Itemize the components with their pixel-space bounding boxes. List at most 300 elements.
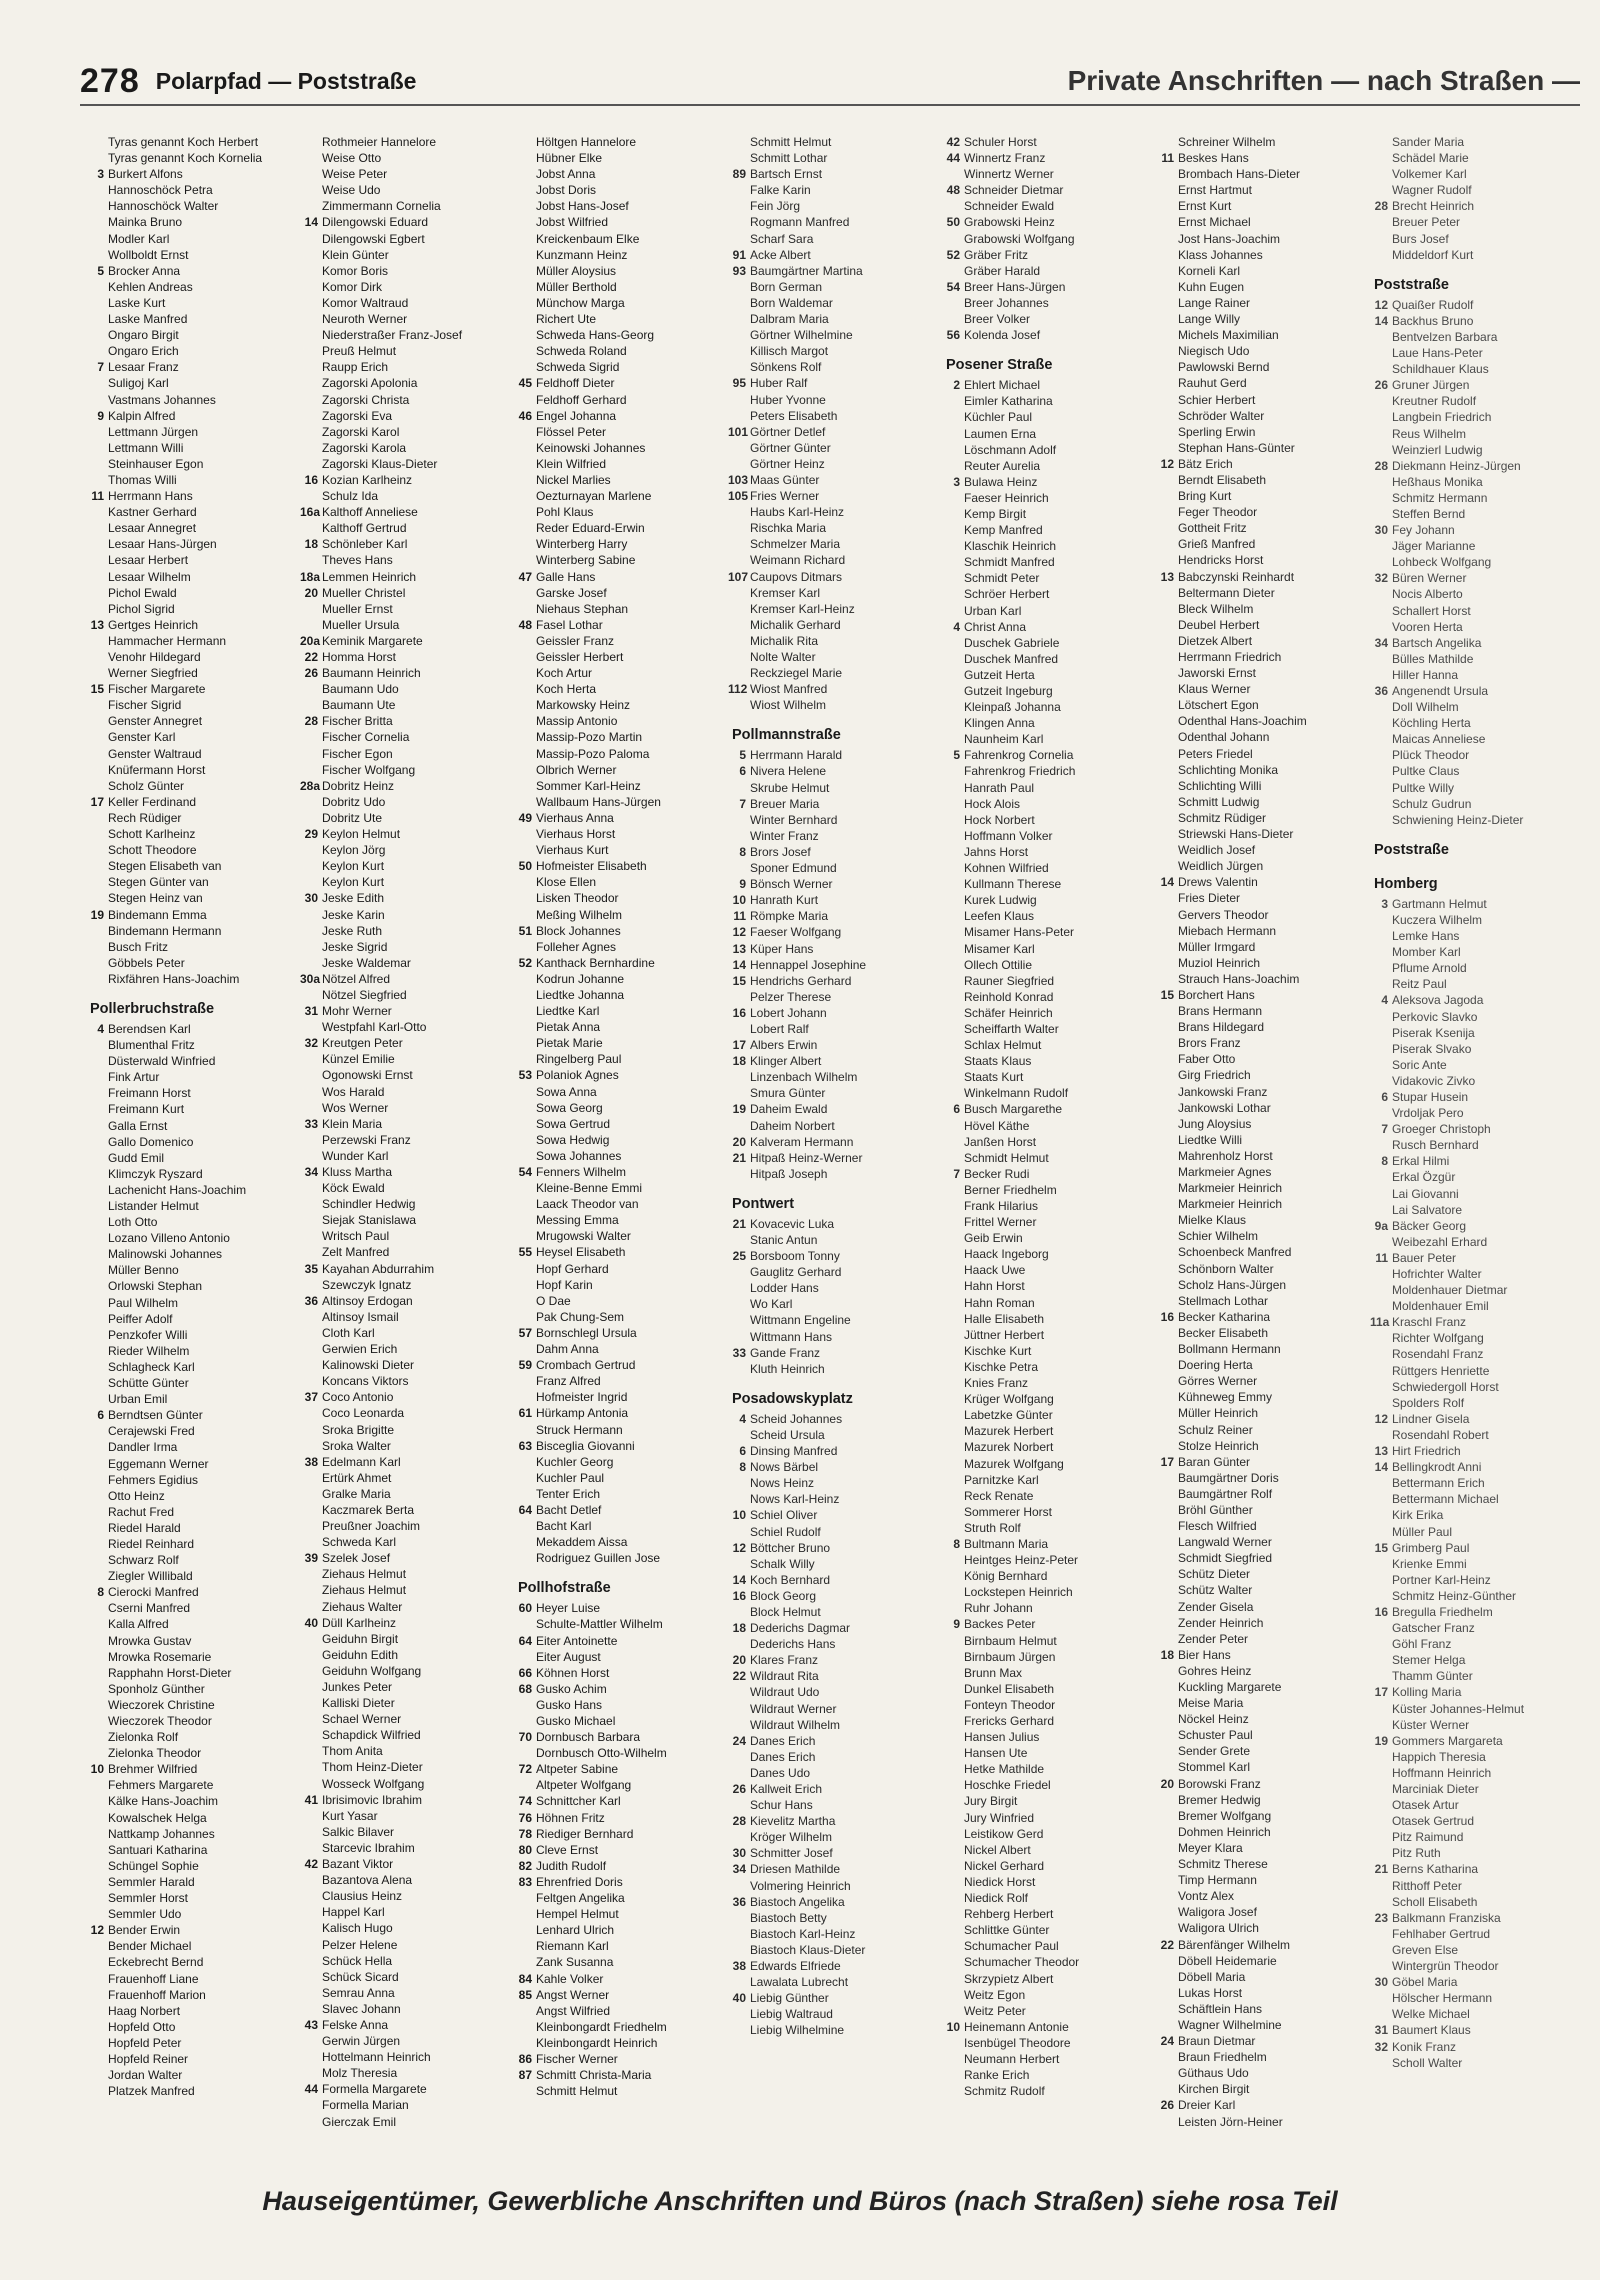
directory-column xyxy=(300,134,514,2164)
directory-entry xyxy=(514,182,728,198)
resident-name: Gervers Theodor xyxy=(1178,907,1269,922)
directory-entry xyxy=(1156,633,1370,649)
directory-entry xyxy=(942,1327,1156,1343)
directory-entry xyxy=(942,247,1156,263)
house-number: 2 xyxy=(953,378,960,393)
house-number: 18 xyxy=(732,1054,746,1069)
resident-name: Wos Werner xyxy=(322,1100,389,1115)
directory-entry xyxy=(86,1890,300,1906)
directory-entry xyxy=(1370,1878,1582,1894)
directory-entry xyxy=(1156,2049,1370,2065)
directory-entry xyxy=(514,472,728,488)
directory-entry xyxy=(1156,1100,1370,1116)
resident-name: Höltgen Hannelore xyxy=(536,135,637,149)
resident-name: Modler Karl xyxy=(108,231,170,246)
resident-name: Haag Norbert xyxy=(108,2003,181,2018)
directory-entry xyxy=(942,1713,1156,1729)
resident-name: Weibezahl Erhard xyxy=(1392,1234,1488,1249)
resident-name: Markmeier Heinrich xyxy=(1178,1181,1283,1196)
directory-entry xyxy=(1370,1153,1582,1169)
house-number: 36 xyxy=(732,1894,746,1909)
directory-entry xyxy=(1370,506,1582,522)
resident-name: Konik Franz xyxy=(1392,2039,1457,2054)
resident-name: Pak Chung-Sem xyxy=(536,1309,625,1324)
directory-entry xyxy=(86,1472,300,1488)
resident-name: Nöckel Heinz xyxy=(1178,1712,1249,1727)
directory-entry xyxy=(728,1264,942,1280)
house-number: 64 xyxy=(518,1633,532,1648)
resident-name: Scheid Ursula xyxy=(750,1427,825,1442)
resident-name: Rodriguez Guillen Jose xyxy=(536,1551,661,1566)
resident-name: Galla Ernst xyxy=(108,1118,168,1133)
resident-name: Brunn Max xyxy=(964,1665,1023,1680)
house-number: 10 xyxy=(732,1508,746,1523)
house-number: 24 xyxy=(1160,2034,1174,2049)
directory-entry xyxy=(514,1003,728,1019)
resident-name: Wildraut Udo xyxy=(750,1685,820,1700)
resident-name: Rüttgers Henriette xyxy=(1392,1363,1490,1378)
resident-name: Grabowski Wolfgang xyxy=(964,231,1075,246)
footer-note: Hauseigentümer, Gewerbliche Anschriften und Büros (nach Straßen) siehe rosa Teil xyxy=(262,2186,1338,2216)
resident-name: Bartsch Angelika xyxy=(1392,635,1482,650)
resident-name: Winnertz Franz xyxy=(964,151,1046,166)
directory-entry xyxy=(514,1922,728,1938)
resident-name: Momber Karl xyxy=(1392,945,1461,960)
directory-entry xyxy=(942,603,1156,619)
house-number: 17 xyxy=(1160,1454,1174,1469)
directory-entry xyxy=(728,295,942,311)
directory-entry xyxy=(1370,538,1582,554)
resident-name: Bätz Erich xyxy=(1178,456,1233,471)
directory-entry xyxy=(86,408,300,424)
resident-name: Wiost Manfred xyxy=(750,682,828,697)
house-number: 31 xyxy=(304,1004,318,1019)
directory-entry xyxy=(942,279,1156,295)
resident-name: Kalthoff Gertrud xyxy=(322,521,407,536)
directory-entry xyxy=(514,327,728,343)
resident-name: Krüger Wolfgang xyxy=(964,1392,1054,1407)
resident-name: Keller Ferdinand xyxy=(108,794,197,809)
resident-name: Klein Wilfried xyxy=(536,456,607,471)
resident-name: Kleinbongardt Friedhelm xyxy=(536,2019,667,2034)
resident-name: Schweda Karl xyxy=(322,1535,397,1550)
directory-entry xyxy=(300,874,514,890)
directory-entry xyxy=(514,536,728,552)
house-number: 35 xyxy=(304,1261,318,1276)
house-number: 3 xyxy=(953,474,960,489)
resident-name: Baumann Heinrich xyxy=(322,666,421,681)
directory-entry xyxy=(942,763,1156,779)
directory-entry xyxy=(942,586,1156,602)
directory-entry xyxy=(1156,392,1370,408)
directory-entry xyxy=(1370,1266,1582,1282)
directory-entry xyxy=(1156,955,1370,971)
resident-name: Eiter Antoinette xyxy=(536,1633,618,1648)
directory-entry xyxy=(86,569,300,585)
house-number: 61 xyxy=(518,1406,532,1421)
resident-name: Kohnen Wilfried xyxy=(964,861,1049,876)
directory-entry xyxy=(1156,472,1370,488)
directory-entry xyxy=(1370,1089,1582,1105)
directory-entry xyxy=(728,828,942,844)
directory-entry xyxy=(942,651,1156,667)
directory-entry xyxy=(1370,2039,1582,2055)
resident-name: Jost Hans-Joachim xyxy=(1178,231,1281,246)
resident-name: Hahn Horst xyxy=(964,1279,1025,1294)
directory-entry xyxy=(514,1665,728,1681)
directory-entry xyxy=(514,713,728,729)
resident-name: Görres Werner xyxy=(1178,1374,1258,1389)
directory-entry xyxy=(514,971,728,987)
directory-entry xyxy=(514,247,728,263)
street-heading: Pollerbruchstraße xyxy=(90,1000,215,1017)
directory-entry xyxy=(86,1552,300,1568)
directory-entry xyxy=(1156,1937,1370,1953)
resident-name: König Bernhard xyxy=(964,1569,1048,1584)
resident-name: Pelzer Helene xyxy=(322,1937,398,1952)
resident-name: Kraschl Franz xyxy=(1392,1315,1467,1330)
resident-name: Geib Erwin xyxy=(964,1231,1023,1246)
directory-entry xyxy=(942,892,1156,908)
directory-entry xyxy=(514,1954,728,1970)
resident-name: Komor Boris xyxy=(322,263,389,278)
directory-entry xyxy=(514,1502,728,1518)
directory-entry xyxy=(514,1212,728,1228)
directory-entry xyxy=(1370,1314,1582,1330)
resident-name: Lesaar Franz xyxy=(108,360,179,375)
resident-name: Jobst Hans-Josef xyxy=(536,199,629,214)
directory-entry xyxy=(514,504,728,520)
directory-entry xyxy=(300,778,514,794)
directory-entry xyxy=(300,923,514,939)
directory-entry xyxy=(942,747,1156,763)
house-number: 18 xyxy=(732,1621,746,1636)
resident-name: Caupovs Ditmars xyxy=(750,569,843,584)
directory-entry xyxy=(1370,1025,1582,1041)
directory-entry xyxy=(300,1277,514,1293)
house-number: 20a xyxy=(300,633,321,648)
directory-entry xyxy=(514,1051,728,1067)
directory-entry xyxy=(942,1391,1156,1407)
directory-entry xyxy=(1156,247,1370,263)
resident-name: Semmler Harald xyxy=(108,1874,195,1889)
directory-entry xyxy=(514,1100,728,1116)
directory-entry xyxy=(728,214,942,230)
resident-name: Mekaddem Aissa xyxy=(536,1535,628,1550)
directory-entry xyxy=(1370,247,1582,263)
directory-entry xyxy=(514,263,728,279)
resident-name: Schmitz Heinz-Günther xyxy=(1392,1588,1517,1603)
resident-name: Kuchler Paul xyxy=(536,1470,605,1485)
directory-entry xyxy=(86,214,300,230)
resident-name: Gertges Heinrich xyxy=(108,617,199,632)
resident-name: Volkemer Karl xyxy=(1392,167,1467,182)
resident-name: Mohr Werner xyxy=(322,1004,392,1019)
directory-entry xyxy=(728,1491,942,1507)
directory-entry xyxy=(300,279,514,295)
resident-name: Perzewski Franz xyxy=(322,1132,411,1147)
directory-entry xyxy=(1370,780,1582,796)
house-number: 21 xyxy=(732,1216,746,1231)
directory-entry xyxy=(300,1872,514,1888)
resident-name: Ritthoff Peter xyxy=(1392,1878,1462,1893)
resident-name: Lockstepen Heinrich xyxy=(964,1585,1073,1600)
resident-name: Dinsing Manfred xyxy=(750,1444,838,1459)
resident-name: Rothmeier Hannelore xyxy=(322,135,437,149)
resident-name: Bellingkrodt Anni xyxy=(1392,1460,1482,1475)
directory-entry xyxy=(86,150,300,166)
directory-entry xyxy=(514,359,728,375)
resident-name: Gallo Domenico xyxy=(108,1134,194,1149)
resident-name: Steinhauser Egon xyxy=(108,456,204,471)
resident-name: Winterberg Sabine xyxy=(536,553,636,568)
house-number: 33 xyxy=(304,1116,318,1131)
resident-name: Sponholz Günther xyxy=(108,1681,205,1696)
house-number: 18 xyxy=(1160,1647,1174,1662)
directory-entry xyxy=(300,1937,514,1953)
directory-entry xyxy=(514,1971,728,1987)
directory-entry xyxy=(86,890,300,906)
directory-entry xyxy=(1156,231,1370,247)
directory-entry xyxy=(514,1116,728,1132)
resident-name: Büren Werner xyxy=(1392,571,1467,586)
directory-entry xyxy=(728,1296,942,1312)
directory-entry xyxy=(300,633,514,649)
resident-name: Bregulla Friedhelm xyxy=(1392,1604,1493,1619)
resident-name: Thom Anita xyxy=(322,1744,383,1759)
resident-name: Geissler Franz xyxy=(536,633,615,648)
resident-name: Kehlen Andreas xyxy=(108,279,193,294)
resident-name: Wintergrün Theodor xyxy=(1392,1959,1499,1974)
directory-entry xyxy=(1370,1250,1582,1266)
directory-entry xyxy=(728,1813,942,1829)
directory-entry xyxy=(1370,1057,1582,1073)
resident-name: Lesaar Herbert xyxy=(108,553,189,568)
directory-entry xyxy=(1370,1829,1582,1845)
resident-name: Preußner Joachim xyxy=(322,1519,421,1534)
resident-name: Szewczyk Ignatz xyxy=(322,1277,412,1292)
directory-entry xyxy=(942,1488,1156,1504)
directory-entry xyxy=(514,1067,728,1083)
directory-entry xyxy=(1156,1566,1370,1582)
resident-name: Cerajewski Fred xyxy=(108,1424,195,1439)
house-number: 52 xyxy=(946,247,960,262)
directory-entry xyxy=(86,842,300,858)
directory-entry xyxy=(300,472,514,488)
resident-name: Schlichting Monika xyxy=(1178,762,1279,777)
resident-name: Jordan Walter xyxy=(108,2068,183,2083)
directory-entry xyxy=(300,697,514,713)
resident-name: Bentvelzen Barbara xyxy=(1392,329,1498,344)
resident-name: Schweda Sigrid xyxy=(536,360,620,375)
resident-name: Schreiner Wilhelm xyxy=(1178,135,1276,149)
directory-entry xyxy=(300,166,514,182)
directory-entry xyxy=(514,1309,728,1325)
directory-entry xyxy=(514,1470,728,1486)
resident-name: Bartsch Ernst xyxy=(750,167,823,182)
house-number: 11 xyxy=(1375,1250,1388,1265)
resident-name: Driesen Mathilde xyxy=(750,1862,841,1877)
resident-name: O Dae xyxy=(536,1293,571,1308)
directory-entry xyxy=(942,1568,1156,1584)
resident-name: Borchert Hans xyxy=(1178,987,1255,1002)
directory-entry xyxy=(728,1085,942,1101)
resident-name: Fonteyn Theodor xyxy=(964,1697,1056,1712)
directory-entry xyxy=(86,1327,300,1343)
directory-entry xyxy=(1156,166,1370,182)
resident-name: Daheim Norbert xyxy=(750,1118,835,1133)
resident-name: Moldenhauer Emil xyxy=(1392,1299,1489,1314)
house-number: 60 xyxy=(518,1601,532,1616)
resident-name: Hirt Friedrich xyxy=(1392,1444,1461,1459)
directory-entry xyxy=(86,1053,300,1069)
directory-entry xyxy=(942,812,1156,828)
directory-entry xyxy=(728,1166,942,1182)
directory-entry xyxy=(1156,1953,1370,1969)
resident-name: Gommers Margareta xyxy=(1392,1733,1503,1748)
resident-name: Bulawa Heinz xyxy=(964,474,1038,489)
resident-name: Platzek Manfred xyxy=(108,2084,195,2099)
directory-entry xyxy=(86,375,300,391)
directory-entry xyxy=(728,504,942,520)
resident-name: Niedick Horst xyxy=(964,1874,1036,1889)
resident-name: Schäfer Heinrich xyxy=(964,1005,1053,1020)
resident-name: Kreutner Rudolf xyxy=(1392,394,1477,409)
resident-name: Vontz Alex xyxy=(1178,1889,1235,1904)
resident-name: Haack Ingeborg xyxy=(964,1247,1049,1262)
resident-name: Gudd Emil xyxy=(108,1150,165,1165)
resident-name: Keminik Margarete xyxy=(322,633,423,648)
resident-name: Loth Otto xyxy=(108,1215,158,1230)
resident-name: Herrmann Harald xyxy=(750,748,843,763)
resident-name: Paul Wilhelm xyxy=(108,1295,179,1310)
resident-name: Genster Karl xyxy=(108,730,176,745)
resident-name: Hofmeister Ingrid xyxy=(536,1390,628,1405)
directory-entry xyxy=(942,393,1156,409)
resident-name: Altinsoy Ismail xyxy=(322,1309,399,1324)
directory-entry xyxy=(514,440,728,456)
directory-entry xyxy=(1370,1009,1582,1025)
directory-entry xyxy=(86,1391,300,1407)
resident-name: Wos Harald xyxy=(322,1084,385,1099)
directory-entry xyxy=(1156,1518,1370,1534)
house-number: 16 xyxy=(732,1588,746,1603)
directory-entry xyxy=(86,778,300,794)
resident-name: Block Helmut xyxy=(750,1604,821,1619)
directory-entry xyxy=(942,1616,1156,1632)
page-number: 278 xyxy=(80,61,140,100)
directory-entry xyxy=(86,1085,300,1101)
resident-name: Zagorski Klaus-Dieter xyxy=(322,456,438,471)
directory-entry xyxy=(1156,971,1370,987)
resident-name: Koch Artur xyxy=(536,666,593,681)
house-number: 12 xyxy=(732,1540,746,1555)
house-number: 13 xyxy=(1160,569,1174,584)
resident-name: Brombach Hans-Dieter xyxy=(1178,167,1301,182)
resident-name: Baumgärtner Rolf xyxy=(1178,1486,1273,1501)
resident-name: Pohl Klaus xyxy=(536,505,594,520)
resident-name: Nolte Walter xyxy=(750,650,816,664)
resident-name: Geiduhn Edith xyxy=(322,1647,399,1662)
house-number: 14 xyxy=(1374,1460,1388,1475)
house-number: 42 xyxy=(946,135,960,149)
directory-entry xyxy=(1156,762,1370,778)
directory-entry xyxy=(300,263,514,279)
resident-name: Beskes Hans xyxy=(1178,151,1249,166)
resident-name: Kirk Erika xyxy=(1392,1508,1444,1523)
directory-entry xyxy=(300,2049,514,2065)
resident-name: Görtner Günter xyxy=(750,440,831,455)
directory-entry xyxy=(1370,992,1582,1008)
directory-entry xyxy=(86,198,300,214)
directory-entry xyxy=(300,569,514,585)
house-number: 11 xyxy=(1161,151,1174,166)
resident-name: Lobert Johann xyxy=(750,1005,827,1020)
house-number: 80 xyxy=(518,1842,532,1857)
directory-entry xyxy=(514,1277,728,1293)
directory-entry xyxy=(1370,1765,1582,1781)
directory-entry xyxy=(514,1373,728,1389)
directory-column xyxy=(728,134,942,2164)
house-number: 53 xyxy=(518,1068,532,1083)
resident-name: Kanthack Bernhardine xyxy=(536,955,655,970)
resident-name: Fehmers Margarete xyxy=(108,1778,214,1793)
resident-name: Meyer Klara xyxy=(1178,1840,1243,1855)
directory-entry xyxy=(300,1808,514,1824)
resident-name: Wunder Karl xyxy=(322,1148,389,1163)
directory-entry xyxy=(942,860,1156,876)
house-number: 40 xyxy=(732,1991,746,2006)
directory-entry xyxy=(86,923,300,939)
directory-entry xyxy=(300,987,514,1003)
resident-name: Erkal Özgür xyxy=(1392,1170,1456,1185)
directory-entry xyxy=(942,1182,1156,1198)
directory-entry xyxy=(514,826,728,842)
resident-name: Erkal Hilmi xyxy=(1392,1154,1450,1169)
resident-name: Lachenicht Hans-Joachim xyxy=(108,1182,247,1197)
resident-name: Sroka Walter xyxy=(322,1438,391,1453)
resident-name: Niehaus Stephan xyxy=(536,601,629,616)
directory-entry xyxy=(1156,1035,1370,1051)
directory-entry xyxy=(1370,1733,1582,1749)
house-number: 16 xyxy=(1374,1604,1388,1619)
resident-name: Fink Artur xyxy=(108,1070,160,1085)
directory-entry xyxy=(86,1874,300,1890)
resident-name: Cserni Manfred xyxy=(108,1601,191,1616)
resident-name: Waligora Ulrich xyxy=(1178,1921,1259,1936)
resident-name: Vierhaus Horst xyxy=(536,827,616,842)
directory-entry xyxy=(86,1536,300,1552)
resident-name: Hansen Ute xyxy=(964,1746,1028,1761)
directory-entry xyxy=(1156,1148,1370,1164)
directory-entry xyxy=(942,458,1156,474)
resident-name: Berndtsen Günter xyxy=(108,1408,203,1423)
resident-name: Becker Rudi xyxy=(964,1166,1030,1181)
resident-name: Kuczera Wilhelm xyxy=(1392,912,1483,927)
resident-name: Weidlich Josef xyxy=(1178,843,1256,858)
directory-entry xyxy=(86,1987,300,2003)
resident-name: Zielonka Theodor xyxy=(108,1746,202,1761)
resident-name: Zielonka Rolf xyxy=(108,1730,179,1745)
resident-name: Clausius Heinz xyxy=(322,1889,403,1904)
directory-entry xyxy=(1156,343,1370,359)
directory-entry xyxy=(1370,1041,1582,1057)
directory-entry xyxy=(86,1101,300,1117)
resident-name: Kluss Martha xyxy=(322,1165,393,1179)
directory-entry xyxy=(1156,263,1370,279)
resident-name: Göbbels Peter xyxy=(108,955,185,970)
directory-entry xyxy=(86,1262,300,1278)
